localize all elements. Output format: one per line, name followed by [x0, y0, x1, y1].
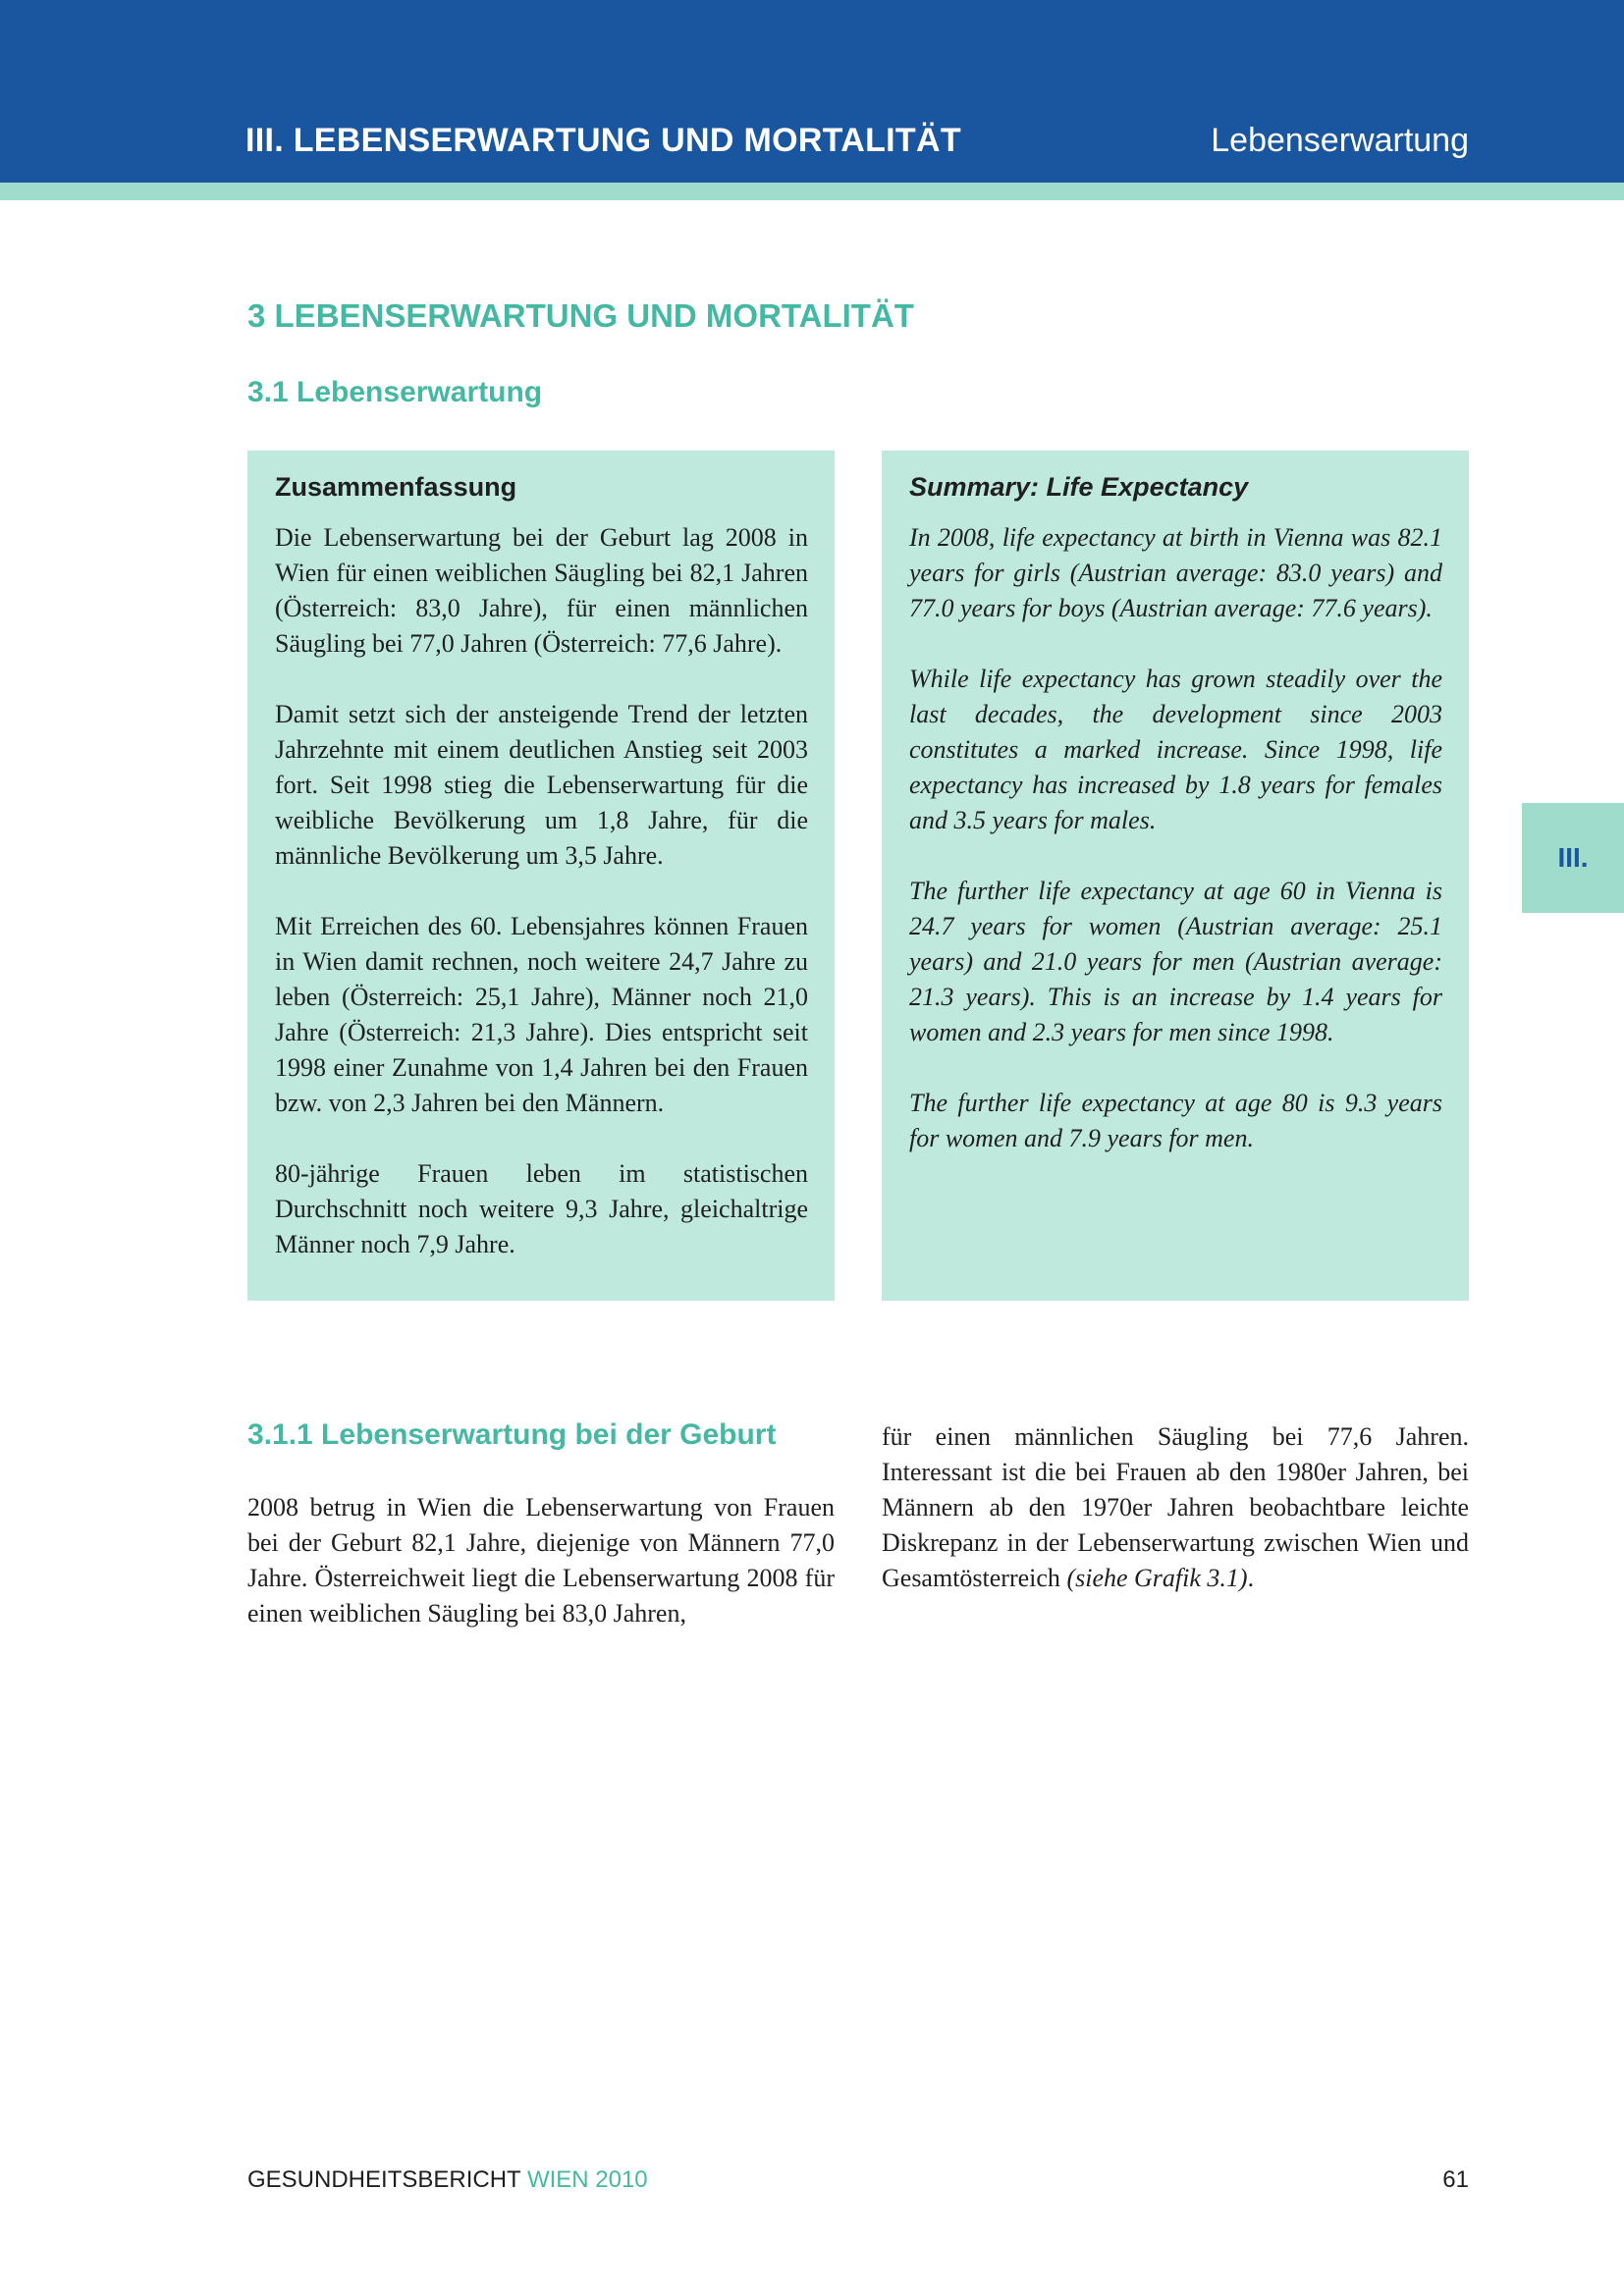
chapter-side-tab[interactable]: III. — [1522, 803, 1624, 913]
body-text-right-end: . — [1247, 1564, 1255, 1592]
body-text-right-main: für einen männlichen Säugling bei 77,6 Jahren. Interessant ist die bei Frauen ab den 1980er Jahren, bei Männern ab den 1970er Jahren beobachtbare leichte Diskrepanz in der Lebenserwartung zwischen Wien und Gesamtösterreich — [882, 1422, 1469, 1592]
summary-paragraph: The further life expectancy at age 80 is 9.3 years for women and 7.9 years for men. — [909, 1089, 1442, 1152]
summary-paragraph: Mit Erreichen des 60. Lebensjahres können Frauen in Wien damit rechnen, noch weitere 24,7 Jahre zu leben (Österreich: 25,1 Jahre), Männer noch 21,0 Jahre (Österreich: 21,3 Jahre). Dies entspricht seit 1998 einer Zunahme von 1,4 Jahren bei den Frauen bzw. von 2,3 Jahren bei den Männern. — [275, 912, 808, 1117]
footer-report-accent: WIEN 2010 — [526, 2166, 648, 2193]
footer-report-title: GESUNDHEITSBERICHT — [247, 2166, 521, 2193]
page-number: 61 — [1442, 2166, 1469, 2193]
footer-report-name — [247, 2166, 648, 2194]
chapter-heading: 3 LEBENSERWARTUNG UND MORTALITÄT — [247, 297, 914, 334]
body-text-left: 2008 betrug in Wien die Lebenserwartung von Frauen bei der Geburt 82,1 Jahre, diejenige von Männern 77,0 Jahre. Österreichweit liegt die Lebenserwartung 2008 für einen weiblichen Säugling bei 83,0 Jahren, — [247, 1493, 835, 1628]
summary-box-german — [247, 451, 835, 1301]
running-header-section: Lebenserwartung — [1211, 122, 1469, 159]
summary-paragraph: In 2008, life expectancy at birth in Vienna was 82.1 years for girls (Austrian average: 83.0 years) and 77.0 years for boys (Austrian average: 77.6 years). — [909, 523, 1442, 622]
summary-title-english: Summary: Life Expectancy — [909, 472, 1249, 502]
summary-paragraph: While life expectancy has grown steadily over the last decades, the development since 2003 constitutes a marked increase. Since 1998, life expectancy has increased by 1.8 years for females and 3.5 years for males. — [909, 665, 1442, 834]
body-text-right — [882, 1419, 1469, 1596]
summary-title-german: Zusammenfassung — [275, 472, 517, 502]
summary-box-english — [882, 451, 1469, 1301]
section-heading: 3.1 Lebenserwartung — [247, 376, 543, 408]
header-stripe — [0, 183, 1624, 200]
running-header-title: III. LEBENSERWARTUNG UND MORTALITÄT — [245, 122, 961, 159]
summary-paragraph: 80-jährige Frauen leben im statistischen Durchschnitt noch weitere 9,3 Jahre, gleichaltrige Männer noch 7,9 Jahre. — [275, 1159, 808, 1258]
summary-paragraph: The further life expectancy at age 60 in Vienna is 24.7 years for women (Austrian average: 25.1 years) and 21.0 years for men (Austrian average: 21.3 years). This is an increase by 1.4 years for women and 2.3 years for men since 1998. — [909, 877, 1442, 1046]
summary-paragraph: Damit setzt sich der ansteigende Trend der letzten Jahrzehnte mit einem deutlichen Anstieg seit 2003 fort. Seit 1998 stieg die Lebenserwartung für die weibliche Bevölkerung um 1,8 Jahre, für die männliche Bevölkerung um 3,5 Jahre. — [275, 700, 808, 870]
summary-paragraph: Die Lebenserwartung bei der Geburt lag 2008 in Wien für einen weiblichen Säugling bei 82,1 Jahren (Österreich: 83,0 Jahre), für einen männlichen Säugling bei 77,0 Jahren (Österreich: 77,6 Jahre). — [275, 523, 808, 658]
subsection-heading: 3.1.1 Lebenserwartung bei der Geburt — [247, 1418, 777, 1451]
figure-reference-link[interactable]: (siehe Grafik 3.1) — [1066, 1564, 1248, 1592]
